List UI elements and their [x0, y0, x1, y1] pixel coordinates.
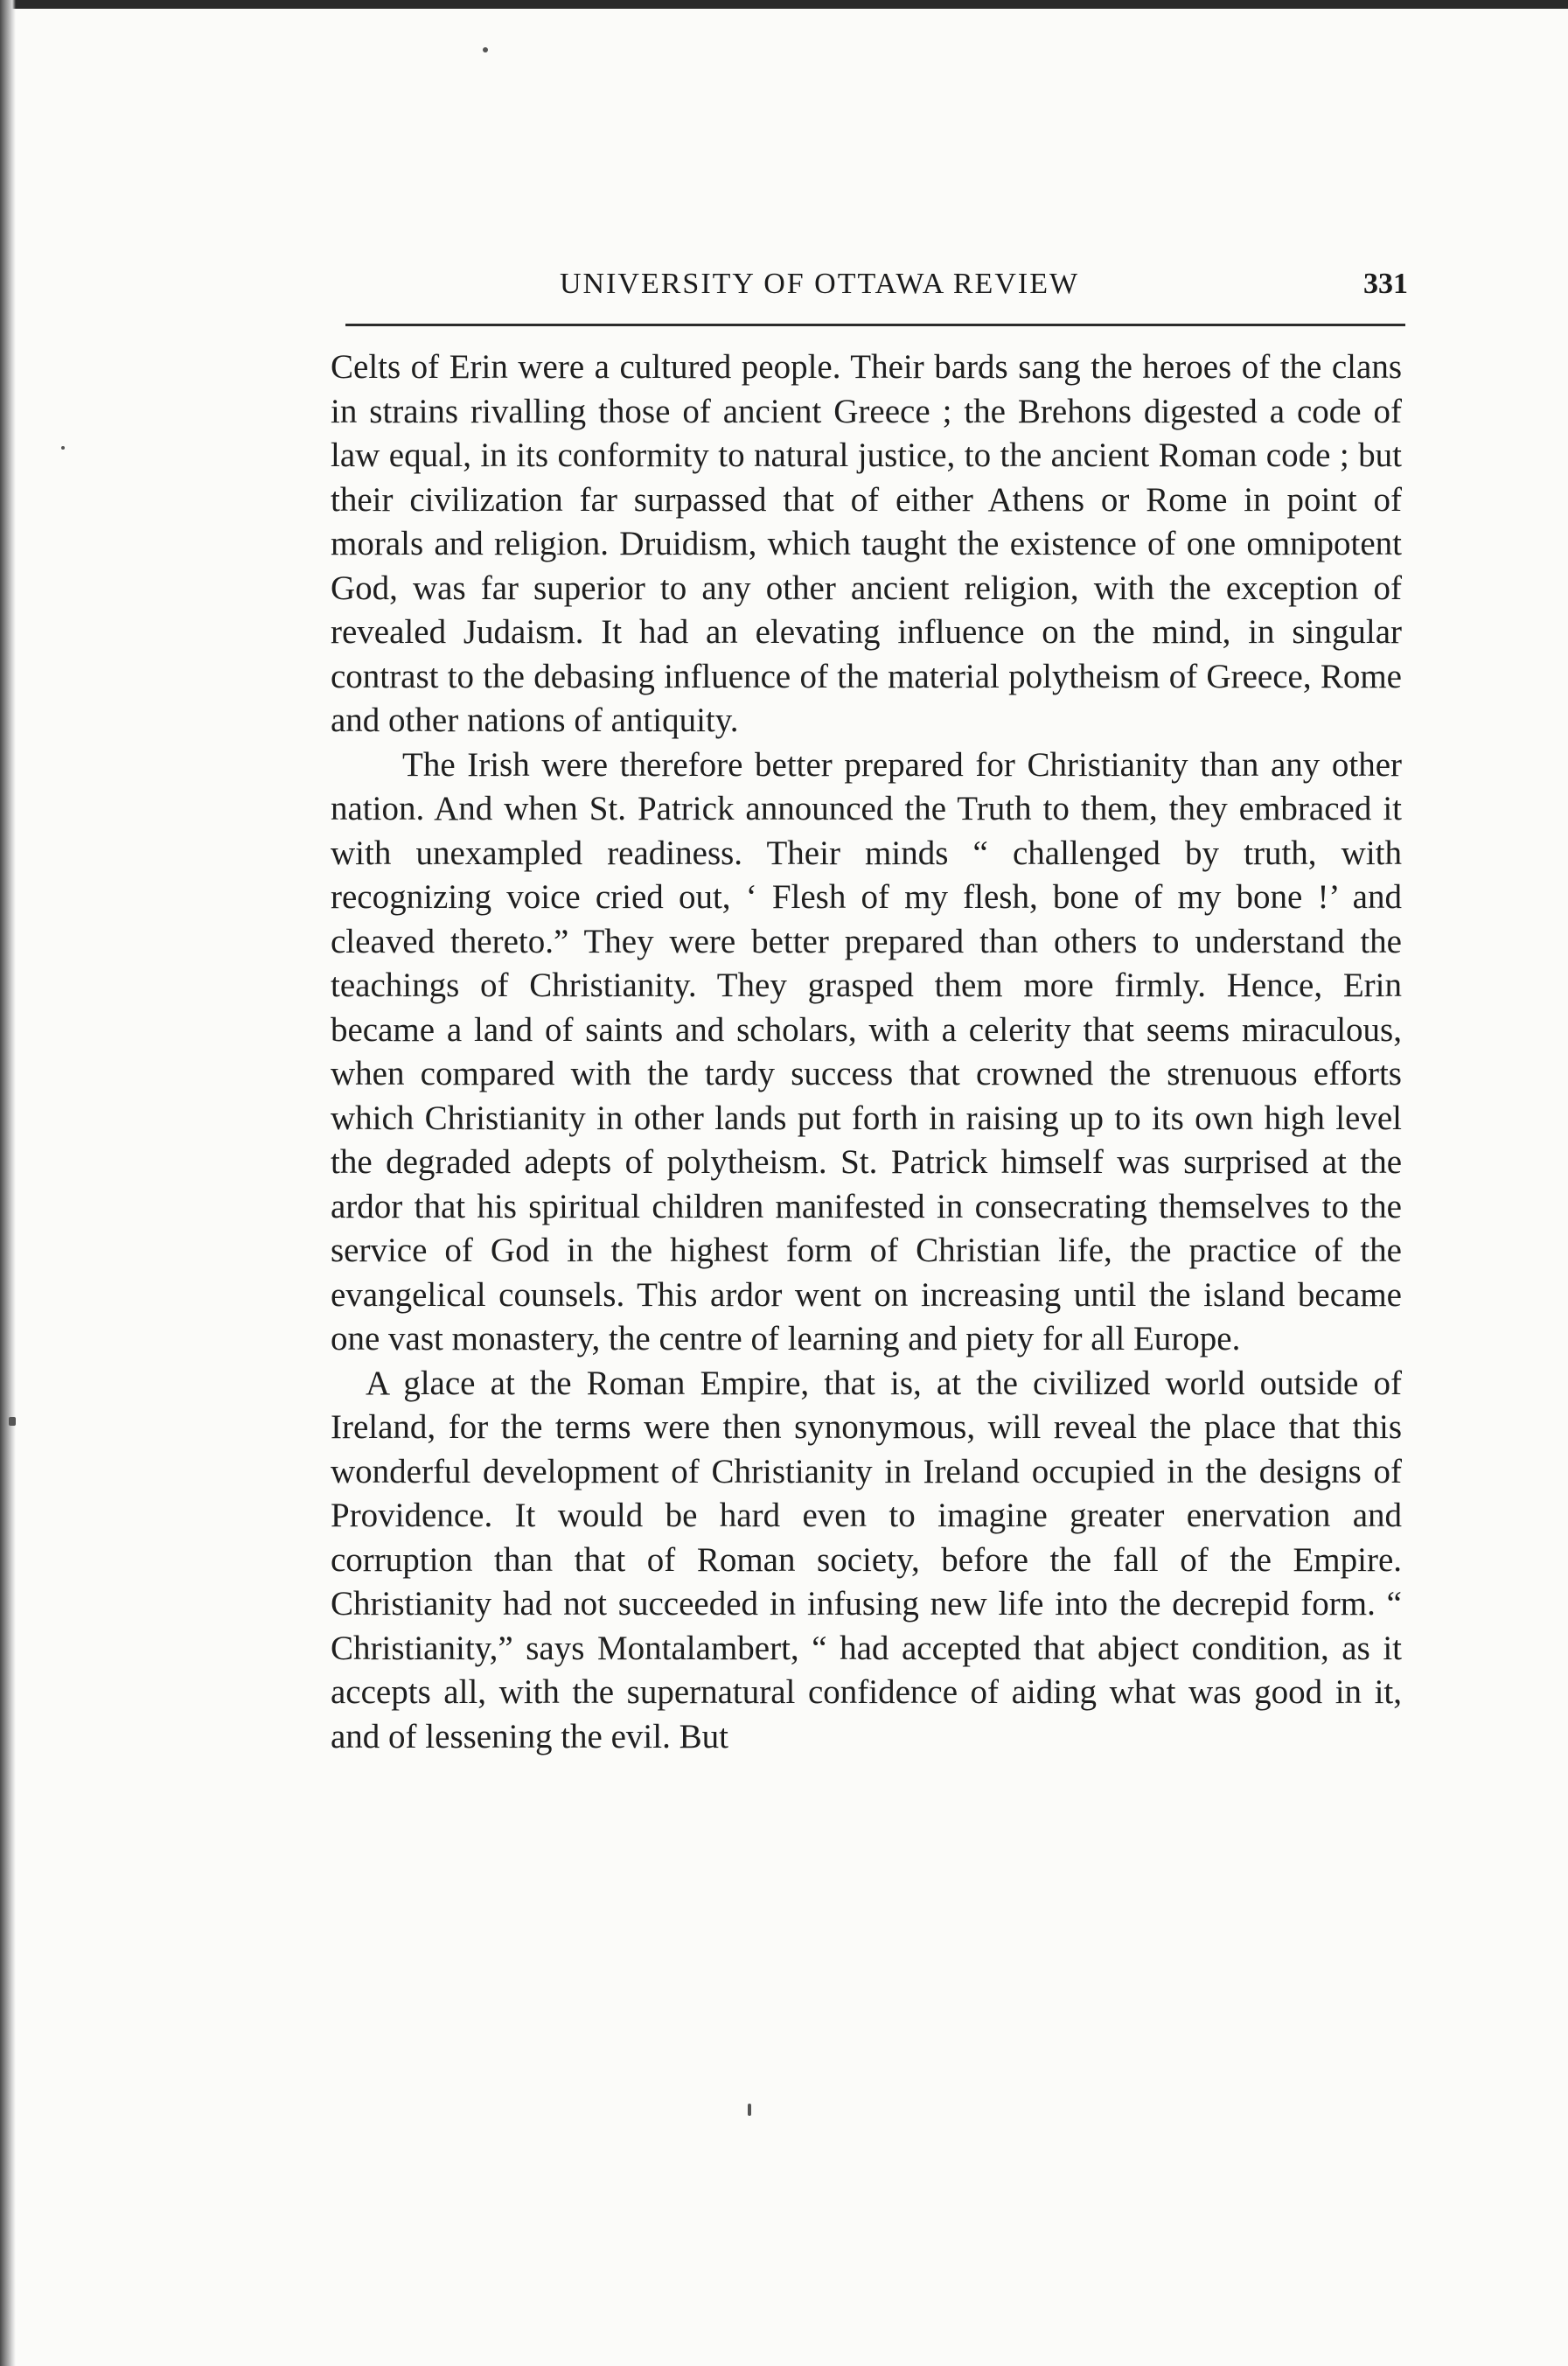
ink-speck [9, 1417, 16, 1426]
ink-speck [748, 2104, 751, 2116]
ink-speck [483, 47, 488, 52]
article-body [331, 345, 1402, 1759]
ink-speck [61, 446, 65, 450]
left-page-edge [0, 0, 16, 2366]
page-number: 331 [1363, 268, 1408, 300]
paragraph-3: A glace at the Roman Empire, that is, at the civilized world outside of Ireland, for the terms were then synonymous, will reveal the place that this wonderful development of Christianity in Ireland occupied in the designs of Providence. It would be hard even to imagine greater enervation and corruption than that of Roman society, before the fall of the Empire. Christianity had not succeeded in infusing new life into the decrepid form. “ Christianity,” says Montalambert, “ had accepted that abject condition, as it accepts all, with the supernatural confidence of aiding what was good in it, and of lessening the evil. But [331, 1364, 1402, 1755]
header-rule [345, 324, 1405, 326]
running-header [345, 255, 1408, 317]
header-title: UNIVERSITY OF OTTAWA REVIEW [560, 268, 1080, 300]
paragraph-1: Celts of Erin were a cultured people. Their bards sang the heroes of the clans in strains rivalling those of ancient Greece ; the Brehons digested a code of law equal, in its conformity to natural justice, to the ancient Roman code ; but their civilization far surpassed that of either Athens or Rome in point of morals and religion. Druidism, which taught the existence of one omnipotent God, was far superior to any other ancient religion, with the exception of revealed Judaism. It had an elevating influence on the mind, in singular contrast to the debasing influence of the material polytheism of Greece, Rome and other nations of antiquity. [331, 348, 1402, 739]
top-border-rule [0, 0, 1568, 9]
paragraph-2: The Irish were therefore better prepared for Christianity than any other nation. And when St. Patrick announced the Truth to them, they embraced it with unexampled readiness. Their minds “ challenged by truth, with recognizing voice cried out, ‘ Flesh of my flesh, bone of my bone !’ and cleaved thereto.” They were better prepared than others to understand the teachings of Christianity. They grasped them more firmly. Hence, Erin became a land of saints and scholars, with a celerity that seems miraculous, when compared with the tardy success that crowned the strenuous efforts which Christianity in other lands put forth in raising up to its own high level the degraded adepts of polytheism. St. Patrick himself was surprised at the ardor that his spiritual children manifested in consecrating themselves to the service of God in the highest form of Christian life, the practice of the evangelical counsels. This ardor went on increasing until the island became one vast monastery, the centre of learning and piety for all Europe. [331, 745, 1402, 1357]
